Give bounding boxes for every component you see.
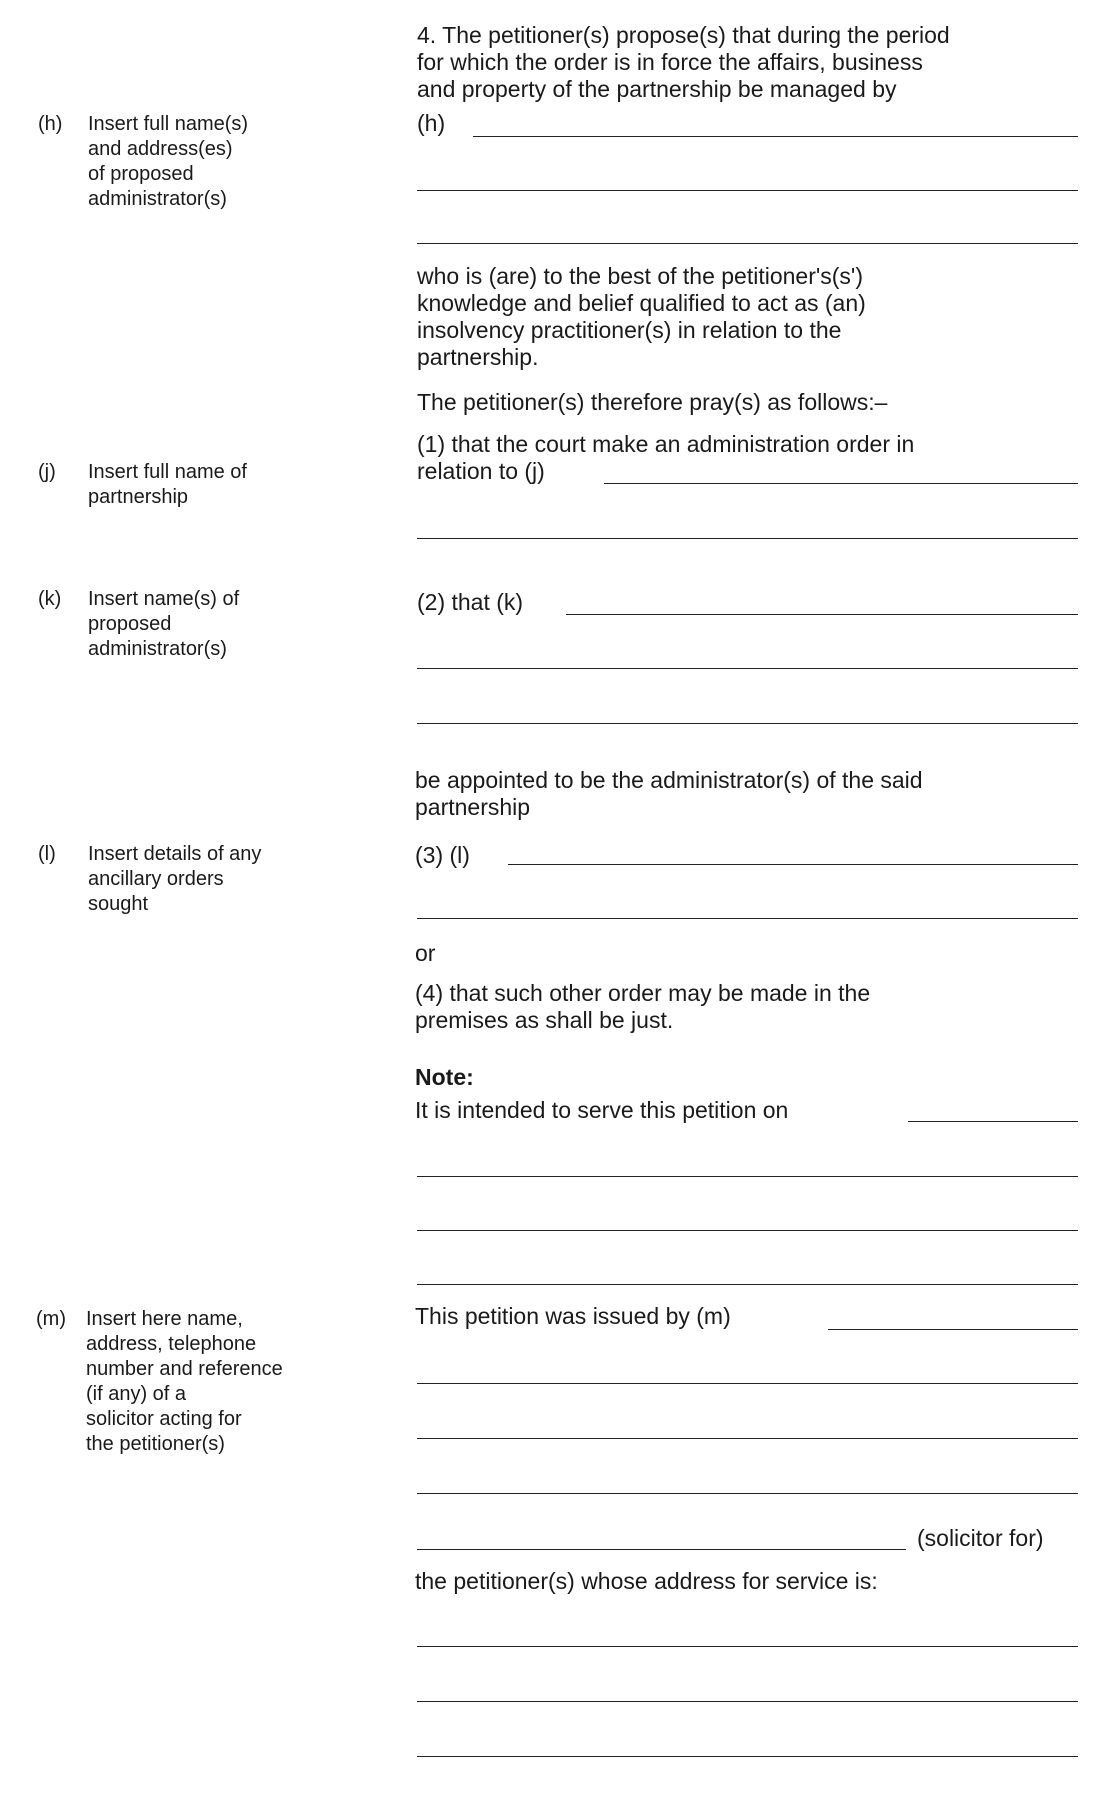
fill-line-solicitor[interactable] xyxy=(417,1549,906,1550)
fill-line-serve-2[interactable] xyxy=(417,1176,1078,1177)
fill-line-address-3[interactable] xyxy=(417,1756,1078,1757)
item-1-line-1: (1) that the court make an administration order in xyxy=(417,431,915,457)
margin-tag-m: (m) xyxy=(36,1308,66,1330)
note-title: Note: xyxy=(415,1064,474,1090)
margin-tag-l: (l) xyxy=(38,843,56,865)
item-2: (2) that (k) xyxy=(417,589,524,615)
fill-line-j-1[interactable] xyxy=(604,483,1078,484)
h-label: (h) xyxy=(417,110,446,136)
pray-paragraph: The petitioner(s) therefore pray(s) as follows:– xyxy=(417,389,888,415)
fill-line-address-1[interactable] xyxy=(417,1646,1078,1647)
or-text: or xyxy=(415,940,436,966)
fill-line-l-1[interactable] xyxy=(508,864,1078,865)
paragraph-4: 4. The petitioner(s) propose(s) that during the period for which the order is in force the affairs, business and property of the partnership be managed by xyxy=(417,22,950,102)
fill-line-m-4[interactable] xyxy=(417,1493,1078,1494)
fill-line-h-3[interactable] xyxy=(417,243,1078,244)
address-service-text: the petitioner(s) whose address for service is: xyxy=(415,1568,878,1594)
fill-line-m-1[interactable] xyxy=(828,1329,1078,1330)
fill-line-serve-4[interactable] xyxy=(417,1284,1078,1285)
appointed-paragraph: be appointed to be the administrator(s) of the said partnership xyxy=(415,767,923,820)
qualified-paragraph: who is (are) to the best of the petitioner's(s') knowledge and belief qualified to act as (an) insolvency practitioner(s) in relation to the partnership. xyxy=(417,263,866,370)
margin-note-l: Insert details of any ancillary orders sought xyxy=(88,843,262,915)
margin-note-k: Insert name(s) of proposed administrator(s) xyxy=(88,588,240,660)
item-4: (4) that such other order may be made in the premises as shall be just. xyxy=(415,980,871,1033)
margin-note-m: Insert here name, address, telephone number and reference (if any) of a solicitor acting for the petitioner(s) xyxy=(86,1308,283,1455)
fill-line-h-1[interactable] xyxy=(473,136,1078,137)
fill-line-k-2[interactable] xyxy=(417,668,1078,669)
item-1-line-2: relation to (j) xyxy=(417,458,545,484)
margin-tag-h: (h) xyxy=(38,113,63,135)
item-3: (3) (l) xyxy=(415,842,470,868)
note-text: It is intended to serve this petition on xyxy=(415,1097,789,1123)
fill-line-serve-3[interactable] xyxy=(417,1230,1078,1231)
margin-tag-k: (k) xyxy=(38,588,62,610)
solicitor-for-text: (solicitor for) xyxy=(917,1525,1044,1551)
margin-tag-j: (j) xyxy=(38,461,56,483)
issued-by-text: This petition was issued by (m) xyxy=(415,1303,731,1329)
fill-line-j-2[interactable] xyxy=(417,538,1078,539)
fill-line-k-1[interactable] xyxy=(566,614,1078,615)
fill-line-address-2[interactable] xyxy=(417,1701,1078,1702)
fill-line-m-2[interactable] xyxy=(417,1383,1078,1384)
margin-note-h: Insert full name(s) and address(es) of proposed administrator(s) xyxy=(88,113,249,210)
fill-line-m-3[interactable] xyxy=(417,1438,1078,1439)
fill-line-serve-1[interactable] xyxy=(908,1121,1078,1122)
fill-line-k-3[interactable] xyxy=(417,723,1078,724)
fill-line-l-2[interactable] xyxy=(417,918,1078,919)
fill-line-h-2[interactable] xyxy=(417,190,1078,191)
margin-note-j: Insert full name of partnership xyxy=(88,461,247,508)
